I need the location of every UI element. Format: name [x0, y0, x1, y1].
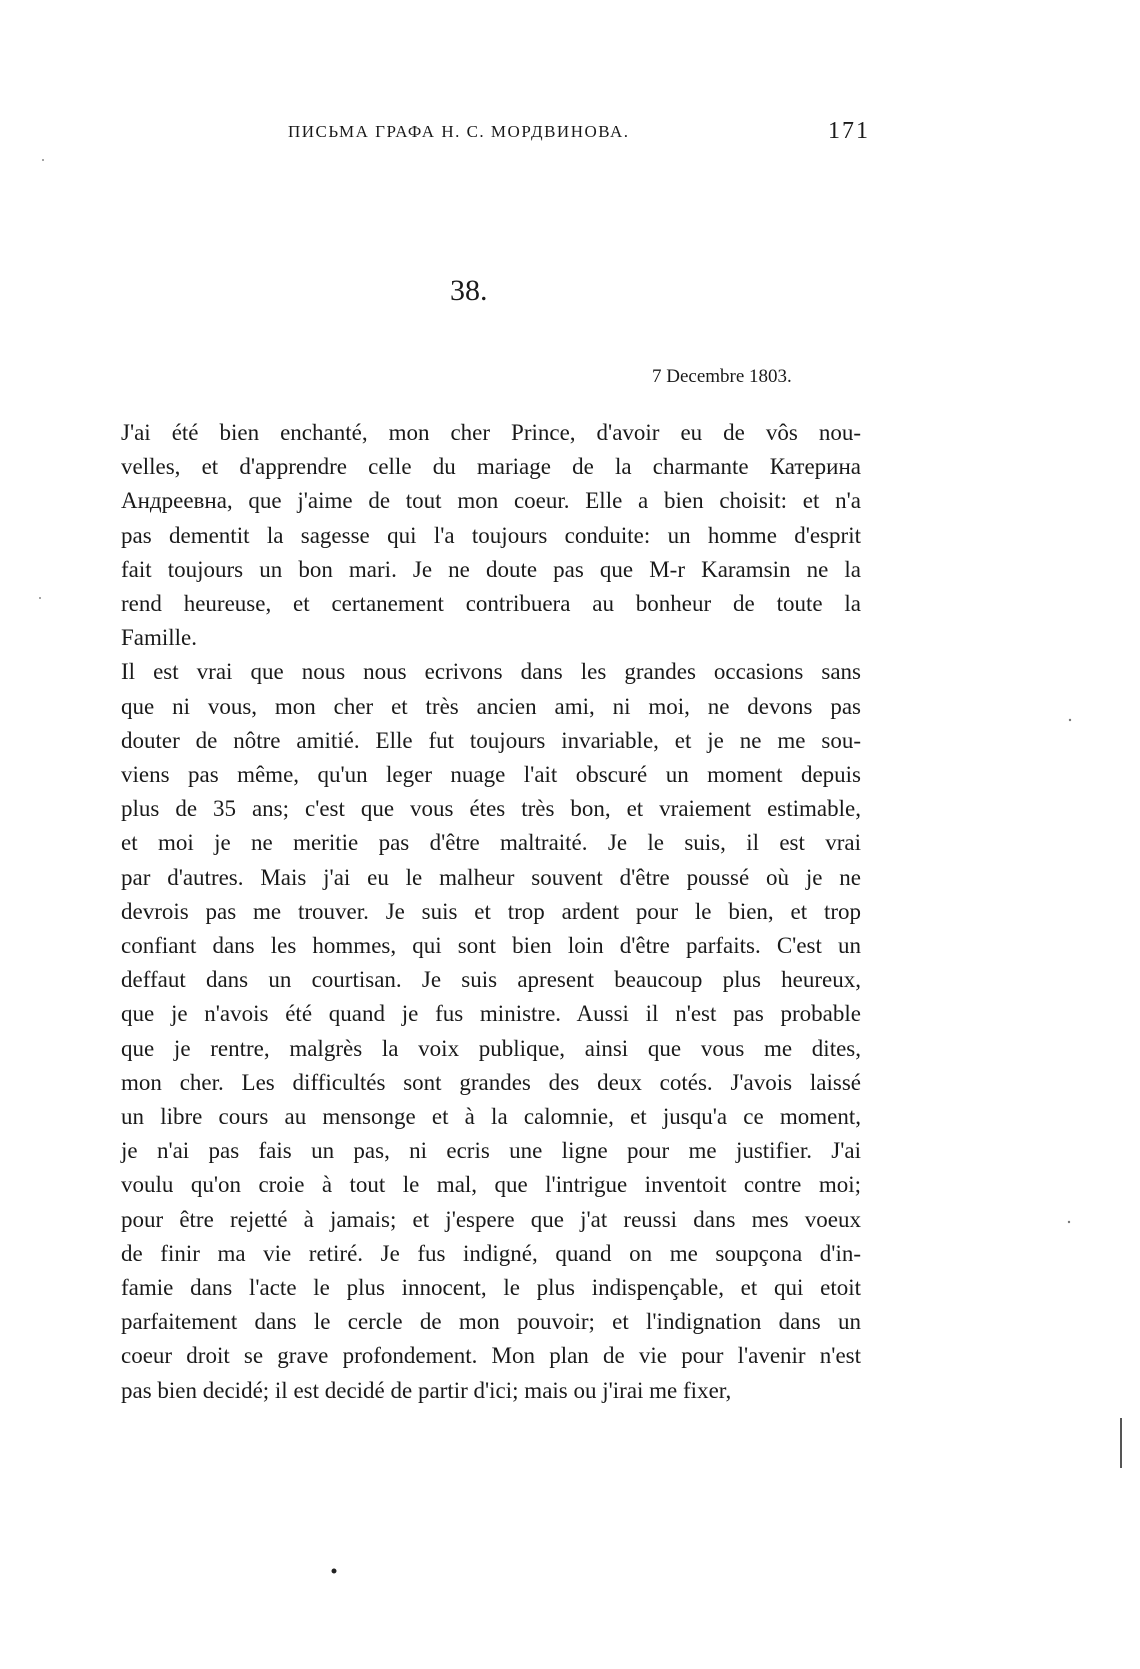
letter-body — [80, 416, 861, 1408]
text-line: que ni vous, mon cher et très ancien ami, ni moi, ne devons pas — [121, 693, 861, 719]
text-line: coeur droit se grave profondement. Mon plan de vie pour l'avenir n'est — [121, 1343, 861, 1369]
text-line: Il est vrai que nous nous ecrivons dans les grandes occasions sans — [121, 659, 861, 685]
text-line: et moi je ne meritie pas d'être maltraité. Je le suis, il est vrai — [121, 830, 861, 856]
text-line: par d'autres. Mais j'ai eu le malheur souvent d'être poussé où je ne — [121, 864, 861, 890]
text-line: J'ai été bien enchanté, mon cher Prince, d'avoir eu de vôs nou- — [121, 420, 861, 445]
text-line: de finir ma vie retiré. Je fus indigné, quand on me soupçona d'in- — [121, 1240, 861, 1266]
text-line: un libre cours au mensonge et à la calomnie, et jusqu'a ce moment, — [121, 1104, 861, 1130]
letter-number: 38. — [450, 274, 488, 307]
text-line: que je rentre, malgrès la voix publique, ainsi que vous me dites, — [121, 1035, 861, 1061]
text-line: pour être rejetté à jamais; et j'espere que j'at reussi dans mes voeux — [121, 1206, 861, 1232]
text-line: que je n'avois été quand je fus ministre. Aussi il n'est pas probable — [121, 1001, 861, 1027]
text-line: je n'ai pas fais un pas, ni ecris une ligne pour me justifier. J'ai — [121, 1138, 861, 1164]
text-line: parfaitement dans le cercle de mon pouvoir; et l'indignation dans un — [121, 1309, 861, 1335]
text-line: deffaut dans un courtisan. Je suis apresent beaucoup plus heureux, — [121, 967, 861, 993]
text-line: Андреевна, que j'aime de tout mon coeur. Elle a bien choisit: et n'a — [121, 488, 861, 514]
letter-date: 7 Decembre 1803. — [652, 366, 792, 387]
paragraph — [80, 416, 861, 655]
text-line: famie dans l'acte le plus innocent, le plus indispençable, et qui etoit — [121, 1275, 861, 1301]
text-line: plus de 35 ans; c'est que vous étes très bon, et vraiement estimable, — [121, 796, 861, 822]
text-line: Famille. — [121, 625, 198, 651]
running-title: ПИСЬМА ГРАФА Н. С. МОРДВИНОВА. — [288, 122, 630, 141]
text-line: pas bien decidé; il est decidé de partir d'ici; mais ou j'irai me fixer, — [121, 1377, 732, 1403]
text-line: confiant dans les hommes, qui sont bien loin d'être parfaits. C'est un — [121, 933, 861, 959]
text-line: rend heureuse, et certanement contribuera au bonheur de toute la — [121, 591, 861, 617]
paragraph — [80, 655, 861, 1407]
text-line: viens pas même, qu'un leger nuage l'ait obscuré un moment depuis — [121, 762, 861, 788]
text-line: douter de nôtre amitié. Elle fut toujours invariable, et je ne me sou- — [121, 727, 861, 753]
text-line: velles, et d'apprendre celle du mariage de la charmante Катерина — [121, 454, 861, 480]
text-line: devrois pas me trouver. Je suis et trop ardent pour le bien, et trop — [121, 898, 861, 924]
text-line: mon cher. Les difficultés sont grandes des deux cotés. J'avois laissé — [121, 1069, 861, 1095]
text-line: pas dementit la sagesse qui l'a toujours conduite: un homme d'esprit — [121, 522, 861, 548]
page-number: 171 — [828, 118, 870, 144]
text-line: fait toujours un bon mari. Je ne doute pas que M-r Karamsin ne la — [121, 556, 861, 582]
text-line: voulu qu'on croie à tout le mal, que l'intrigue inventoit contre moi; — [121, 1172, 861, 1198]
